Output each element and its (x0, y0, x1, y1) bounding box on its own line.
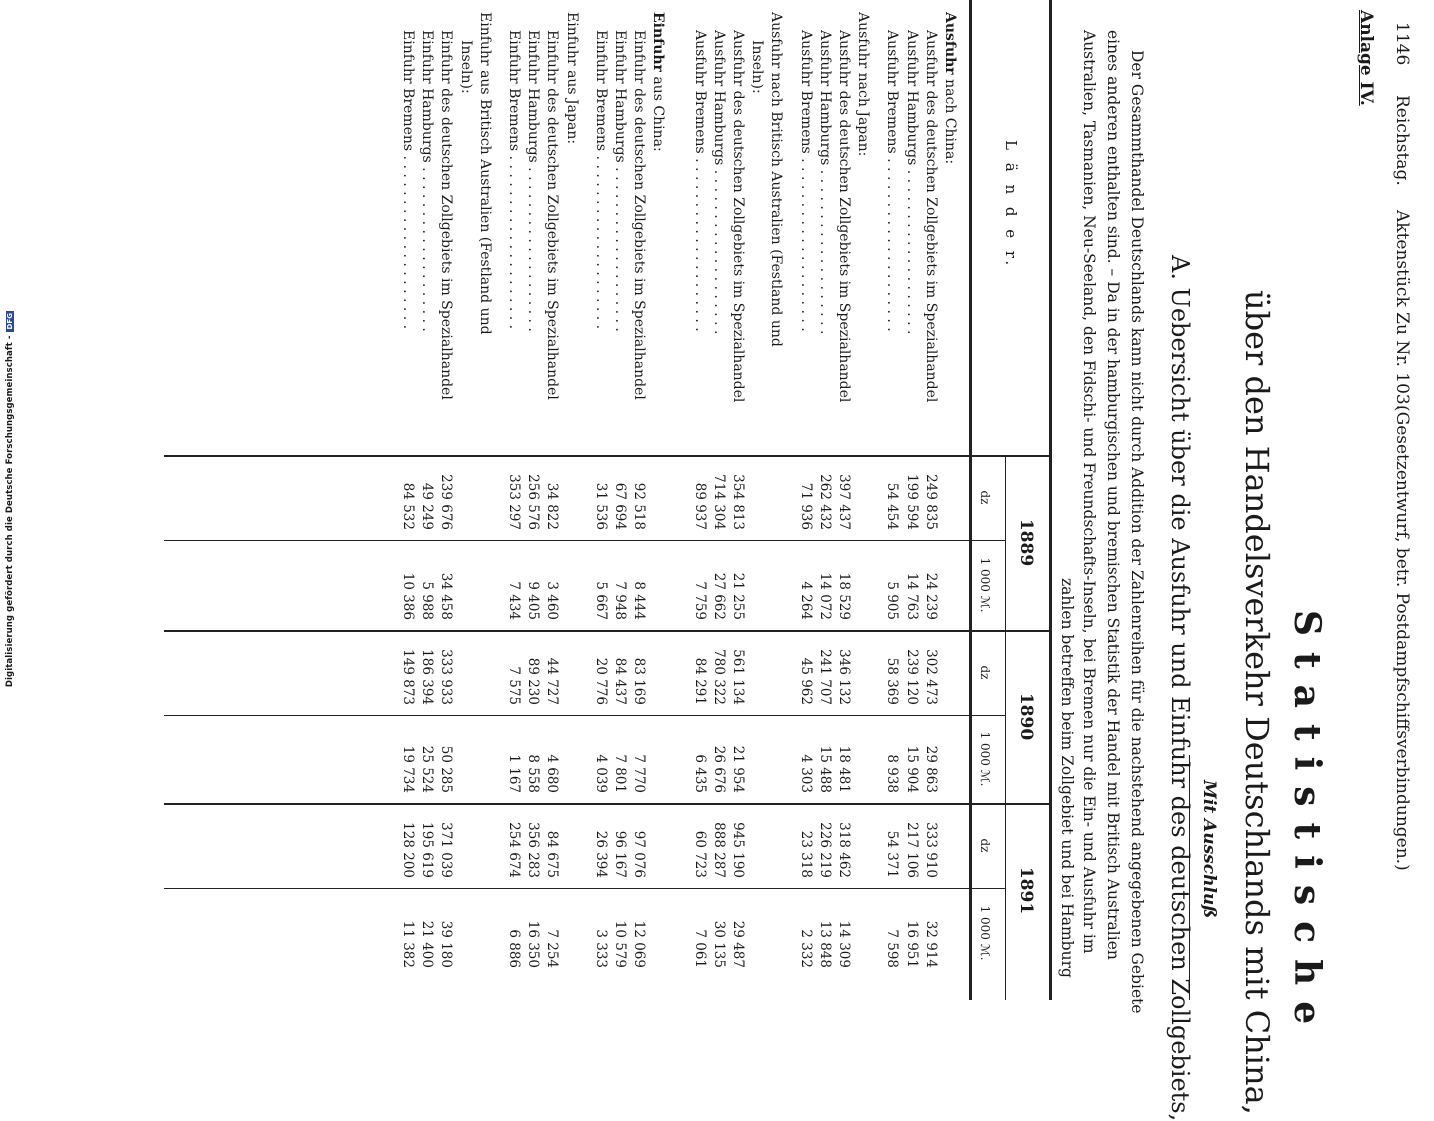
table-row-label (438, 30, 454, 450)
table-cell: 60 723 (691, 830, 708, 878)
table-row-label (419, 30, 435, 450)
table-row-label (836, 30, 852, 450)
group-title: Ausfuhr nach Britisch Australien (Festland und (768, 12, 785, 347)
table-cell: 3 460 (544, 581, 561, 620)
table-cell: 4 680 (544, 754, 561, 793)
table-cell: 11 382 (400, 920, 416, 968)
section-title: A. Uebersicht über die Ausfuhr und Einfuhr des deutschen Zollgebiets, (1166, 255, 1194, 1121)
sidebar-credit (5, 109, 15, 889)
table-cell: 71 936 (797, 482, 814, 530)
table-cell: 21 954 (730, 745, 746, 793)
doc-subtitle: über den Handelsverkehr Deutschlands mit China, (1238, 290, 1276, 1115)
unit-column-rule (164, 888, 1006, 889)
table-cell: 15 904 (903, 745, 920, 793)
table-cell: 346 132 (836, 649, 852, 705)
table-cell: 24 239 (922, 572, 939, 620)
table-row-label (798, 30, 814, 450)
table-cell: 149 873 (400, 649, 416, 705)
table-cell: 5 905 (884, 581, 901, 620)
table-cell: 333 910 (922, 822, 939, 878)
row-label-text: Einfuhr Hamburgs (612, 30, 628, 163)
table-row-label (631, 30, 647, 450)
group-title-rest: nach China: (942, 74, 958, 165)
table-cell: 44 727 (544, 657, 561, 705)
leader-dots: . . . . . . . . . . . . . . . . . . . . (400, 151, 416, 330)
table-cell: 10 579 (612, 920, 628, 968)
table-cell: 945 190 (730, 822, 746, 878)
table-cell: 18 529 (836, 572, 852, 620)
table-row-label (904, 30, 920, 450)
group-title (942, 12, 958, 452)
row-label-text: Einfuhr des deutschen Zollgebiets im Spezialhandel (544, 30, 561, 400)
leader-dots: . . . . . . . . . . . . . . . . . . . . (592, 151, 609, 330)
year-header-1890: 1890 (1016, 692, 1036, 741)
table-cell: 50 285 (438, 745, 455, 793)
header-bottom-rule (969, 0, 972, 1000)
row-label-text: Ausfuhr des deutschen Zollgebiets im Spezialhandel (836, 30, 852, 403)
table-row-label (400, 30, 416, 450)
leader-dots: . . . . . . . . . . . . . . . . . . . . (691, 153, 708, 332)
header-subject: (Gesetzentwurf, betr. Postdampfschiffsverbindungen.) (1392, 405, 1412, 871)
row-label-text: Einfuhr Hamburgs (419, 30, 436, 163)
row-label-text: Einfuhr Bremens (592, 30, 609, 152)
table-cell: 7 598 (884, 929, 901, 968)
table-cell: 3 333 (592, 929, 609, 968)
header-mid-rule (1005, 455, 1006, 1000)
table-cell: 34 822 (544, 482, 561, 530)
table-cell: 67 694 (612, 482, 628, 530)
trade-table (20, 0, 1434, 1000)
table-row-label (923, 30, 939, 450)
header-chamber: Reichstag. (1392, 95, 1412, 186)
table-cell: 262 432 (816, 474, 833, 530)
table-cell: 96 167 (612, 830, 628, 878)
table-cell: 7 801 (612, 754, 628, 793)
group-title-bold: Ausfuhr (942, 12, 958, 75)
group-title-bold: Einfuhr (650, 12, 667, 72)
row-label-text: Einfuhr Bremens (400, 30, 416, 152)
table-cell: 7 061 (691, 929, 708, 968)
table-cell: 29 863 (922, 745, 939, 793)
table-cell: 353 297 (506, 474, 522, 530)
table-cell: 58 369 (884, 657, 901, 705)
table-cell: 888 287 (710, 822, 727, 878)
table-row-label (692, 30, 708, 450)
table-cell: 84 675 (544, 830, 561, 878)
table-cell: 6 886 (506, 929, 522, 968)
table-cell: 13 848 (816, 920, 833, 968)
annex-label: Anlage IV. (1356, 10, 1376, 106)
scanned-page (20, 0, 1434, 1121)
table-cell: 7 254 (544, 929, 561, 968)
table-cell: 318 462 (836, 822, 852, 878)
table-cell: 84 532 (400, 482, 416, 530)
table-cell: 226 219 (816, 822, 833, 878)
table-cell: 2 332 (797, 929, 814, 968)
table-cell: 8 558 (525, 754, 542, 793)
unit-dz: dz (978, 665, 992, 680)
table-cell: 32 914 (922, 920, 939, 968)
table-cell: 14 072 (816, 572, 833, 620)
table-row-label (817, 30, 833, 450)
table-cell: 241 707 (816, 649, 833, 705)
unit-column-rule (164, 540, 1006, 541)
table-cell: 19 734 (400, 745, 416, 793)
doc-title: Statistische (1286, 610, 1328, 1041)
table-cell: 7 948 (612, 581, 628, 620)
table-cell: 16 350 (525, 920, 542, 968)
table-cell: 371 039 (438, 822, 455, 878)
leader-dots: . . . . . . . . . . . . . . . . . . . (419, 162, 436, 332)
group-title: Einfuhr aus Japan: (563, 12, 580, 145)
table-cell: 23 318 (797, 830, 814, 878)
leader-dots: . . . . . . . . . . . . . . . . . . . . (506, 151, 522, 330)
table-cell: 54 454 (884, 482, 901, 530)
table-row-label (612, 30, 628, 450)
unit-1000-mark: 1 000 ℳ. (978, 557, 992, 613)
table-cell: 1 167 (506, 754, 522, 793)
table-cell: 302 473 (922, 649, 939, 705)
table-cell: 54 371 (884, 830, 901, 878)
table-cell: 5 988 (419, 581, 436, 620)
row-label-text: Einfuhr des deutschen Zollgebiets im Spezialhandel (438, 30, 455, 400)
leader-dots: . . . . . . . . . . . . . . . . . . . . (797, 153, 814, 332)
table-cell: 89 937 (691, 482, 708, 530)
row-label-text: Einfuhr des deutschen Zollgebiets im Spezialhandel (631, 30, 648, 400)
table-cell: 8 444 (631, 581, 648, 620)
intro-line-1: Der Gesammthandel Deutschlands kann nicht durch Addition der Zahlenreihen für die nachstehend angegebenen Gebiete (1128, 50, 1146, 1014)
table-cell: 249 835 (922, 474, 939, 530)
unit-1000-mark: 1 000 ℳ. (978, 731, 992, 787)
table-cell: 49 249 (419, 482, 436, 530)
table-cell: 780 322 (710, 649, 727, 705)
table-cell: 84 291 (691, 657, 708, 705)
table-cell: 8 938 (884, 754, 901, 793)
rotated-document (20, 0, 1434, 1121)
row-label-text: Ausfuhr Hamburgs (816, 30, 833, 166)
table-cell: 199 594 (903, 474, 920, 530)
table-cell: 15 488 (816, 745, 833, 793)
table-cell: 186 394 (419, 649, 436, 705)
digitization-sidebar (0, 0, 20, 1000)
leader-dots: . . . . . . . . . . . . . . . . . . . . (884, 153, 901, 332)
table-cell: 84 437 (612, 657, 628, 705)
table-cell: 397 437 (836, 474, 852, 530)
table-cell: 4 039 (592, 754, 609, 793)
table-cell: 254 674 (506, 822, 522, 878)
leader-dots: . . . . . . . . . . . . . . . . . . . (903, 165, 920, 335)
table-cell: 356 283 (525, 822, 542, 878)
table-cell: 27 662 (710, 572, 727, 620)
group-title-cont: Inseln): (457, 40, 474, 94)
row-label-text: Ausfuhr Bremens (691, 30, 708, 154)
intro-line-4: zahlen betreffen beim Zollgebiet und bei Hamburg (1058, 578, 1076, 978)
group-title-cont: Inseln): (749, 40, 766, 94)
table-cell: 7 575 (506, 666, 522, 705)
countries-header: L ä n d e r. (1002, 140, 1020, 270)
table-cell: 7 434 (506, 581, 522, 620)
table-cell: 25 524 (419, 745, 436, 793)
row-label-text: Ausfuhr Bremens (884, 30, 901, 154)
table-row-label (544, 30, 560, 450)
row-label-text: Ausfuhr des deutschen Zollgebiets im Spezialhandel (730, 30, 746, 403)
table-cell: 10 386 (400, 572, 416, 620)
group-title: Einfuhr aus Britisch Australien (Festland und (476, 12, 493, 335)
table-cell: 12 069 (631, 920, 648, 968)
leader-dots: . . . . . . . . . . . . . . . . . . . (816, 165, 833, 335)
table-cell: 256 576 (525, 474, 542, 530)
table-cell: 26 394 (592, 830, 609, 878)
table-cell: 6 435 (691, 754, 708, 793)
table-cell: 4 303 (797, 754, 814, 793)
table-cell: 217 106 (903, 822, 920, 878)
table-row-label (730, 30, 746, 450)
table-cell: 30 135 (710, 920, 727, 968)
doc-subsubtitle: Mit Ausschluß (1199, 780, 1219, 919)
leader-dots: . . . . . . . . . . . . . . . . . . . (612, 162, 628, 332)
unit-dz: dz (978, 838, 992, 853)
table-cell: 21 400 (419, 920, 436, 968)
row-label-text: Ausfuhr Hamburgs (710, 30, 727, 166)
dfg-logo: DFG (6, 312, 14, 330)
row-label-text: Ausfuhr Bremens (797, 30, 814, 154)
table-cell: 97 076 (631, 830, 648, 878)
sidebar-credit-text: Digitalisierung gefördert durch die Deutsche Forschungsgemeinschaft - (5, 335, 15, 688)
unit-column-rule (164, 715, 1006, 716)
unit-1000-mark: 1 000 ℳ. (978, 905, 992, 961)
table-cell: 18 481 (836, 745, 852, 793)
table-cell: 20 776 (592, 657, 609, 705)
table-top-rule (1049, 0, 1052, 1000)
table-cell: 26 676 (710, 745, 727, 793)
table-cell: 14 309 (836, 920, 852, 968)
table-cell: 128 200 (400, 822, 416, 878)
year-header-1889: 1889 (1016, 518, 1036, 567)
table-row-label (884, 30, 900, 450)
table-cell: 714 304 (710, 474, 727, 530)
table-cell: 34 458 (438, 572, 455, 620)
table-row-label (711, 30, 727, 450)
table-cell: 89 230 (525, 657, 542, 705)
table-cell: 16 951 (903, 920, 920, 968)
intro-line-2: eines anderen enthalten sind. – Da in der hamburgischen und bremischen Statistik der Handel mit Britisch Australien (1104, 30, 1122, 960)
table-cell: 92 518 (631, 482, 648, 530)
table-row-label (593, 30, 609, 450)
table-cell: 561 134 (730, 649, 746, 705)
table-cell: 45 962 (797, 657, 814, 705)
table-cell: 14 763 (903, 572, 920, 620)
page-number: 1146 (1392, 22, 1412, 66)
year-header-1891: 1891 (1016, 866, 1036, 915)
table-row-label (525, 30, 541, 450)
group-title (650, 12, 666, 452)
table-cell: 333 933 (438, 649, 455, 705)
table-cell: 7 770 (631, 754, 648, 793)
table-cell: 239 676 (438, 474, 455, 530)
table-cell: 39 180 (438, 920, 455, 968)
table-cell: 21 255 (730, 572, 746, 620)
table-cell: 83 169 (631, 657, 648, 705)
table-cell: 4 264 (797, 581, 814, 620)
table-cell: 354 813 (730, 474, 746, 530)
header-akten: Aktenstück Zu Nr. 103. (1392, 210, 1412, 411)
table-cell: 9 405 (525, 581, 542, 620)
intro-line-3: Australien, Tasmanien, Neu-Seeland, den Fidschi- und Freundschafts-Inseln, bei Bremen nur die Ein- und Ausfuhr im (1080, 30, 1098, 954)
table-cell: 31 536 (592, 482, 609, 530)
row-label-text: Einfuhr Bremens (506, 30, 522, 152)
table-cell: 7 759 (691, 581, 708, 620)
group-title-rest: aus China: (650, 71, 667, 152)
leader-dots: . . . . . . . . . . . . . . . . . . . (710, 165, 727, 335)
table-cell: 195 619 (419, 822, 436, 878)
row-label-text: Ausfuhr des deutschen Zollgebiets im Spezialhandel (922, 30, 939, 403)
leader-dots: . . . . . . . . . . . . . . . . . . . (525, 162, 542, 332)
group-title: Ausfuhr nach Japan: (855, 12, 872, 157)
table-row-label (506, 30, 522, 450)
table-cell: 239 120 (903, 649, 920, 705)
table-cell: 5 667 (592, 581, 609, 620)
row-label-text: Ausfuhr Hamburgs (903, 30, 920, 166)
row-label-text: Einfuhr Hamburgs (525, 30, 542, 163)
table-cell: 29 487 (730, 920, 746, 968)
unit-dz: dz (978, 490, 992, 505)
